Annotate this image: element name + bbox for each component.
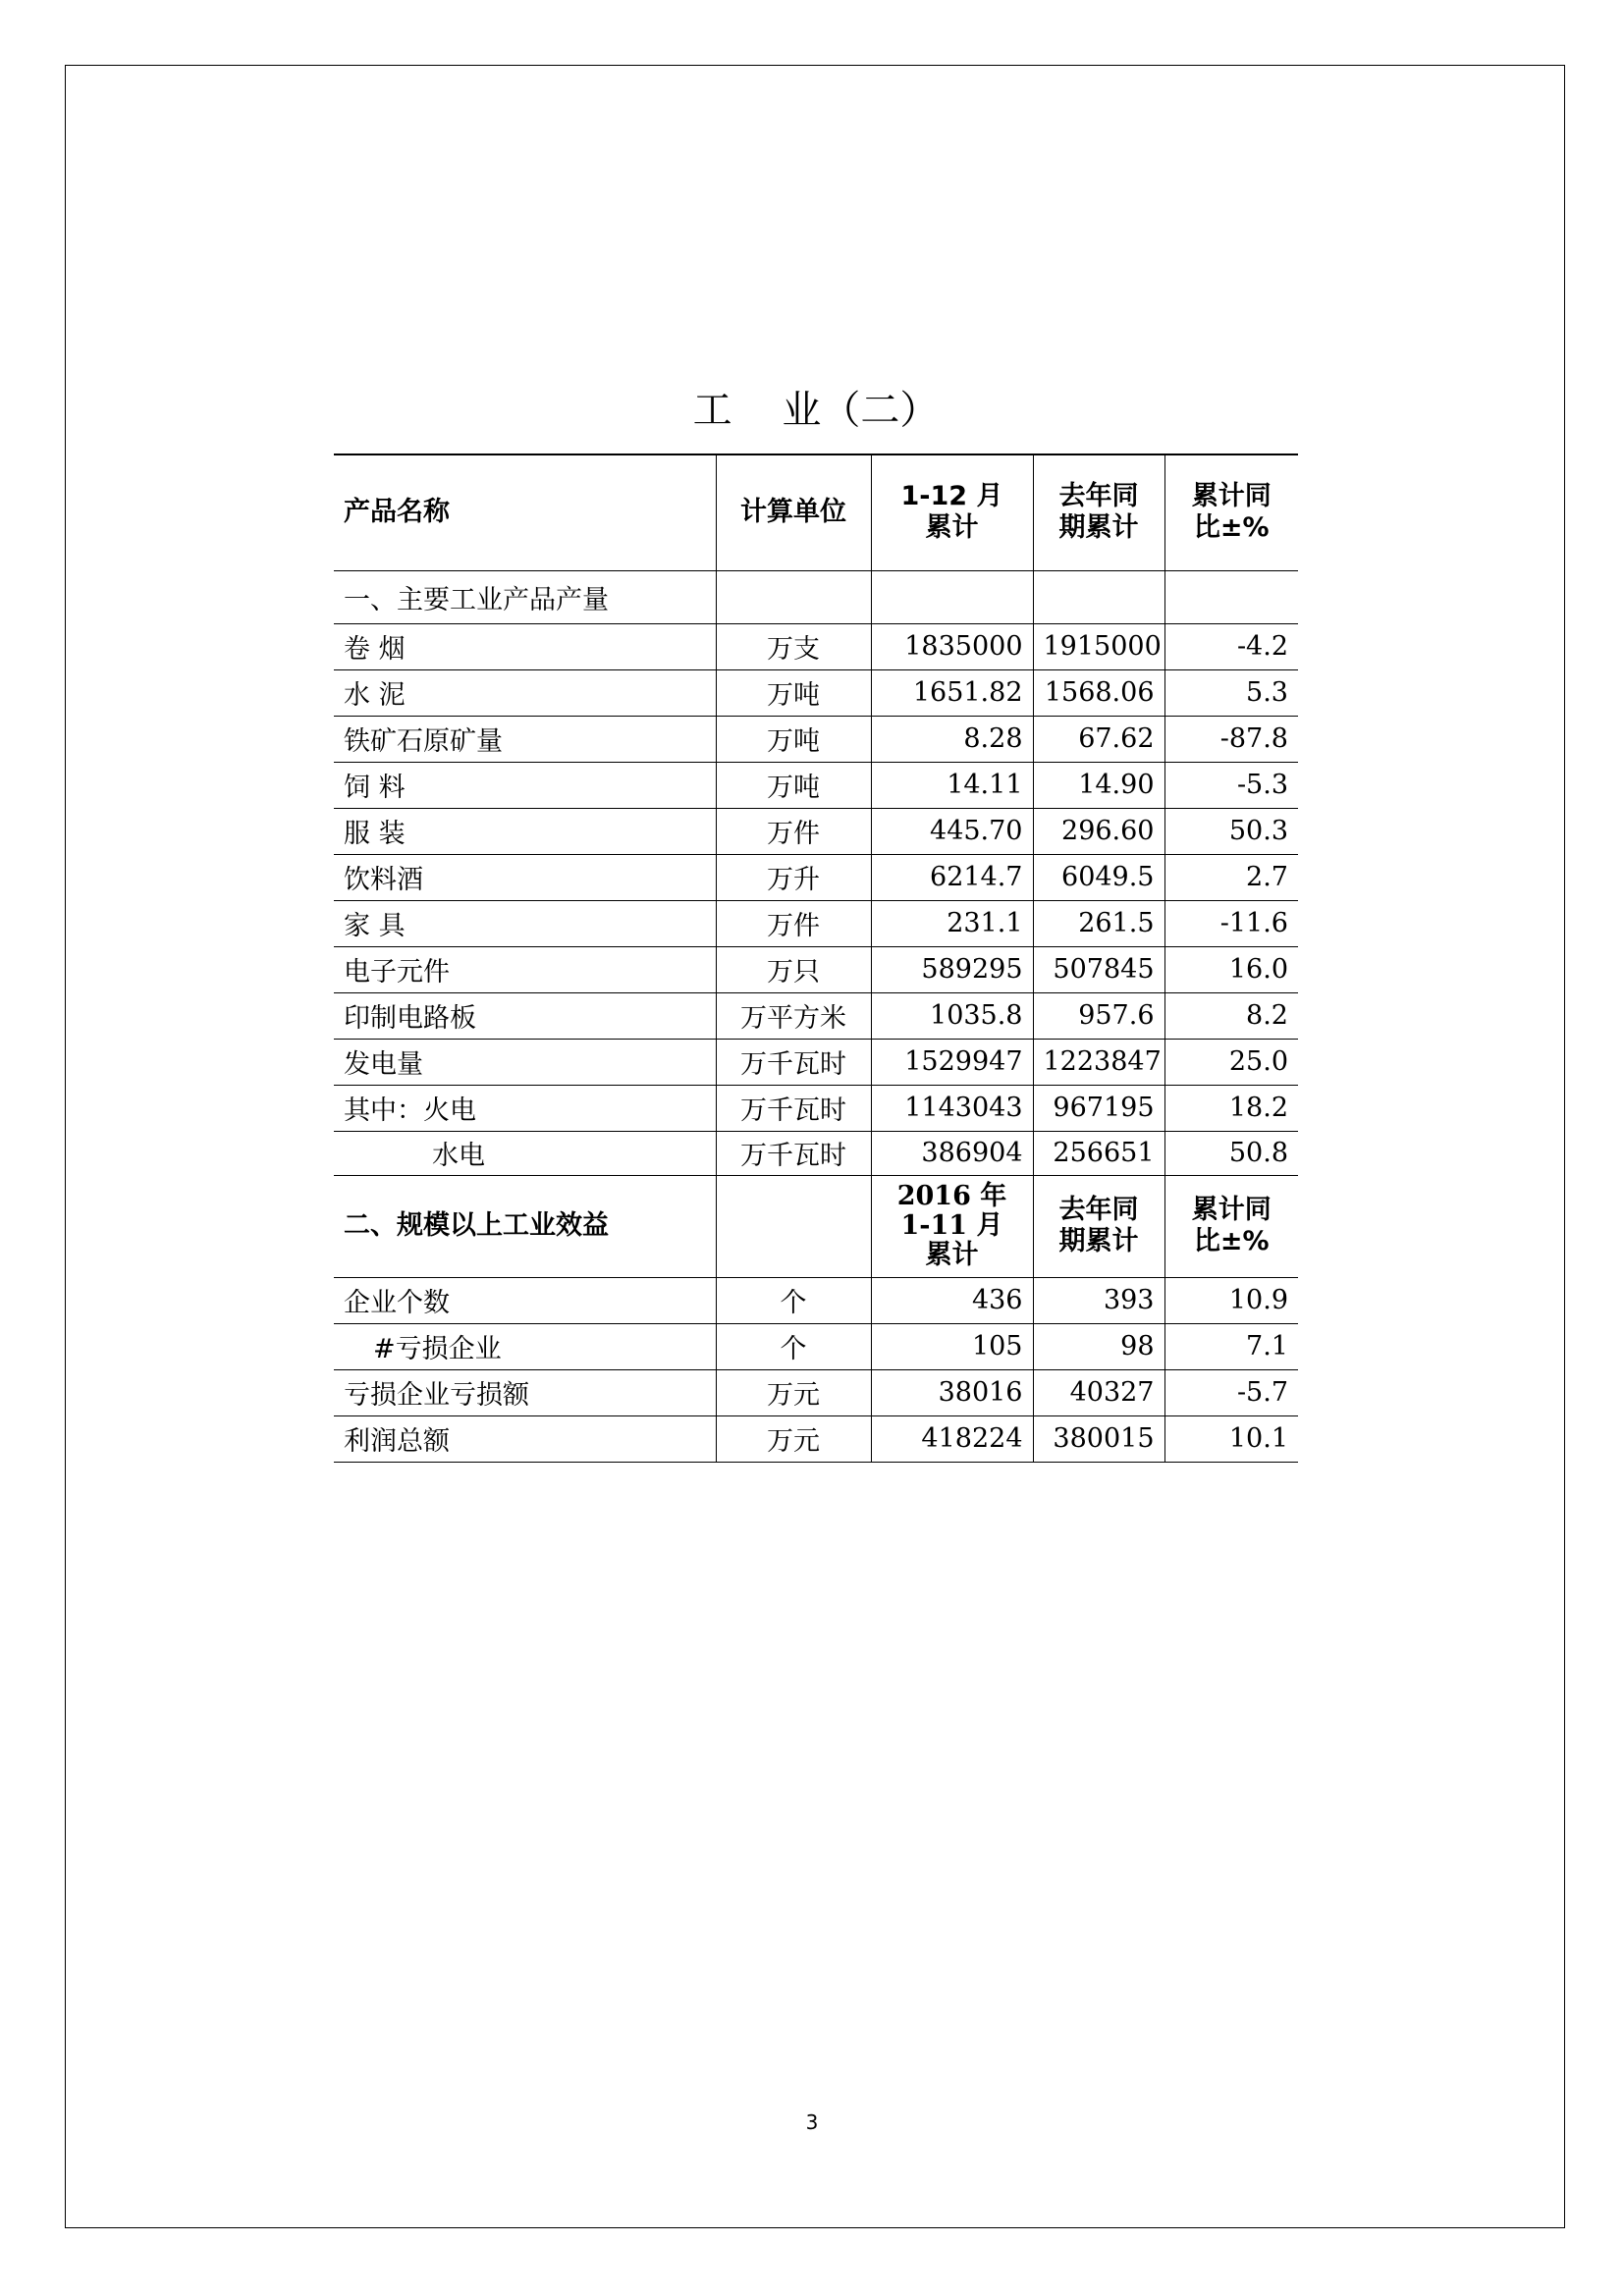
- row-change: 7.1: [1164, 1323, 1298, 1369]
- row-name: 发电量: [334, 1039, 716, 1085]
- table-row: [334, 1085, 1298, 1131]
- table-row: [334, 623, 1298, 669]
- row-current: 231.1: [871, 900, 1033, 946]
- row-unit: 万升: [716, 854, 871, 900]
- header2-unit: [716, 1175, 871, 1277]
- row-last-year: 967195: [1033, 1085, 1164, 1131]
- header-last-year-total: 去年同 期累计: [1033, 454, 1164, 570]
- section2-label: 二、规模以上工业效益: [334, 1175, 716, 1277]
- row-unit: 个: [716, 1323, 871, 1369]
- row-last-year: 67.62: [1033, 716, 1164, 762]
- row-current: 386904: [871, 1131, 1033, 1175]
- header-current-total: 1-12 月 累计: [871, 454, 1033, 570]
- row-change: 2.7: [1164, 854, 1298, 900]
- section-row: [334, 570, 1298, 623]
- industry-table: [334, 454, 1298, 1463]
- row-change: 10.1: [1164, 1415, 1298, 1462]
- row-current: 1035.8: [871, 992, 1033, 1039]
- row-current: 14.11: [871, 762, 1033, 808]
- row-name: 饲 料: [334, 762, 716, 808]
- row-last-year: 380015: [1033, 1415, 1164, 1462]
- row-last-year: 507845: [1033, 946, 1164, 992]
- row-last-year: 393: [1033, 1277, 1164, 1323]
- header2-current-total: 2016 年 1-11 月 累计: [871, 1175, 1033, 1277]
- row-last-year: 296.60: [1033, 808, 1164, 854]
- header-yoy-change: 累计同 比±%: [1164, 454, 1298, 570]
- benefit-rows: [334, 1277, 1298, 1462]
- table-row: [334, 1415, 1298, 1462]
- row-change: 16.0: [1164, 946, 1298, 992]
- header-product-name: 产品名称: [334, 454, 716, 570]
- row-name: 企业个数: [334, 1277, 716, 1323]
- row-change: -5.3: [1164, 762, 1298, 808]
- row-change: -5.7: [1164, 1369, 1298, 1415]
- header-unit: 计算单位: [716, 454, 871, 570]
- row-current: 1529947: [871, 1039, 1033, 1085]
- table-row: [334, 669, 1298, 716]
- empty-cell: [1164, 570, 1298, 623]
- row-change: 8.2: [1164, 992, 1298, 1039]
- row-name: 亏损企业亏损额: [334, 1369, 716, 1415]
- row-last-year: 1915000: [1033, 623, 1164, 669]
- row-unit: 万件: [716, 900, 871, 946]
- row-change: 50.8: [1164, 1131, 1298, 1175]
- row-change: 25.0: [1164, 1039, 1298, 1085]
- production-rows: [334, 623, 1298, 1175]
- row-name: 其中：火电: [334, 1085, 716, 1131]
- row-name: 饮料酒: [334, 854, 716, 900]
- row-change: 5.3: [1164, 669, 1298, 716]
- header2-yoy-change: 累计同 比±%: [1164, 1175, 1298, 1277]
- table-row: [334, 992, 1298, 1039]
- row-last-year: 261.5: [1033, 900, 1164, 946]
- row-change: -4.2: [1164, 623, 1298, 669]
- row-unit: 万元: [716, 1415, 871, 1462]
- row-last-year: 14.90: [1033, 762, 1164, 808]
- table-row: [334, 1277, 1298, 1323]
- row-unit: 万千瓦时: [716, 1085, 871, 1131]
- header2-last-year-total: 去年同 期累计: [1033, 1175, 1164, 1277]
- row-unit: 个: [716, 1277, 871, 1323]
- table-row: [334, 716, 1298, 762]
- table-row: [334, 900, 1298, 946]
- row-current: 8.28: [871, 716, 1033, 762]
- row-change: 10.9: [1164, 1277, 1298, 1323]
- row-current: 105: [871, 1323, 1033, 1369]
- page-title: 工 业（二）: [692, 388, 940, 433]
- row-last-year: 1568.06: [1033, 669, 1164, 716]
- row-change: 50.3: [1164, 808, 1298, 854]
- row-name: 服 装: [334, 808, 716, 854]
- row-name: 家 具: [334, 900, 716, 946]
- row-current: 418224: [871, 1415, 1033, 1462]
- table-row: [334, 1369, 1298, 1415]
- row-unit: 万吨: [716, 669, 871, 716]
- table-row: [334, 762, 1298, 808]
- row-name: 电子元件: [334, 946, 716, 992]
- empty-cell: [716, 570, 871, 623]
- row-unit: 万只: [716, 946, 871, 992]
- row-name: 水电: [334, 1131, 716, 1175]
- row-unit: 万支: [716, 623, 871, 669]
- row-unit: 万吨: [716, 762, 871, 808]
- row-unit: 万吨: [716, 716, 871, 762]
- table-row: [334, 808, 1298, 854]
- row-last-year: 256651: [1033, 1131, 1164, 1175]
- page-number: 3: [805, 2110, 819, 2134]
- table-row: [334, 1039, 1298, 1085]
- row-current: 589295: [871, 946, 1033, 992]
- row-name: 铁矿石原矿量: [334, 716, 716, 762]
- row-current: 1651.82: [871, 669, 1033, 716]
- row-name: 印制电路板: [334, 992, 716, 1039]
- row-current: 1143043: [871, 1085, 1033, 1131]
- empty-cell: [1033, 570, 1164, 623]
- row-unit: 万元: [716, 1369, 871, 1415]
- row-name: 水 泥: [334, 669, 716, 716]
- table-row: [334, 946, 1298, 992]
- row-last-year: 98: [1033, 1323, 1164, 1369]
- table-row: [334, 1323, 1298, 1369]
- row-change: 18.2: [1164, 1085, 1298, 1131]
- row-unit: 万平方米: [716, 992, 871, 1039]
- row-name: #亏损企业: [334, 1323, 716, 1369]
- row-current: 436: [871, 1277, 1033, 1323]
- table-row: [334, 854, 1298, 900]
- row-last-year: 1223847: [1033, 1039, 1164, 1085]
- row-name: 利润总额: [334, 1415, 716, 1462]
- row-last-year: 40327: [1033, 1369, 1164, 1415]
- row-last-year: 6049.5: [1033, 854, 1164, 900]
- row-change: -11.6: [1164, 900, 1298, 946]
- empty-cell: [871, 570, 1033, 623]
- row-unit: 万千瓦时: [716, 1131, 871, 1175]
- row-unit: 万千瓦时: [716, 1039, 871, 1085]
- row-change: -87.8: [1164, 716, 1298, 762]
- table-header-row: [334, 454, 1298, 570]
- section-label: 一、主要工业产品产量: [334, 570, 716, 623]
- table-row: [334, 1131, 1298, 1175]
- row-unit: 万件: [716, 808, 871, 854]
- row-current: 6214.7: [871, 854, 1033, 900]
- row-last-year: 957.6: [1033, 992, 1164, 1039]
- row-current: 445.70: [871, 808, 1033, 854]
- section2-header-row: [334, 1175, 1298, 1277]
- row-current: 38016: [871, 1369, 1033, 1415]
- row-current: 1835000: [871, 623, 1033, 669]
- row-name: 卷 烟: [334, 623, 716, 669]
